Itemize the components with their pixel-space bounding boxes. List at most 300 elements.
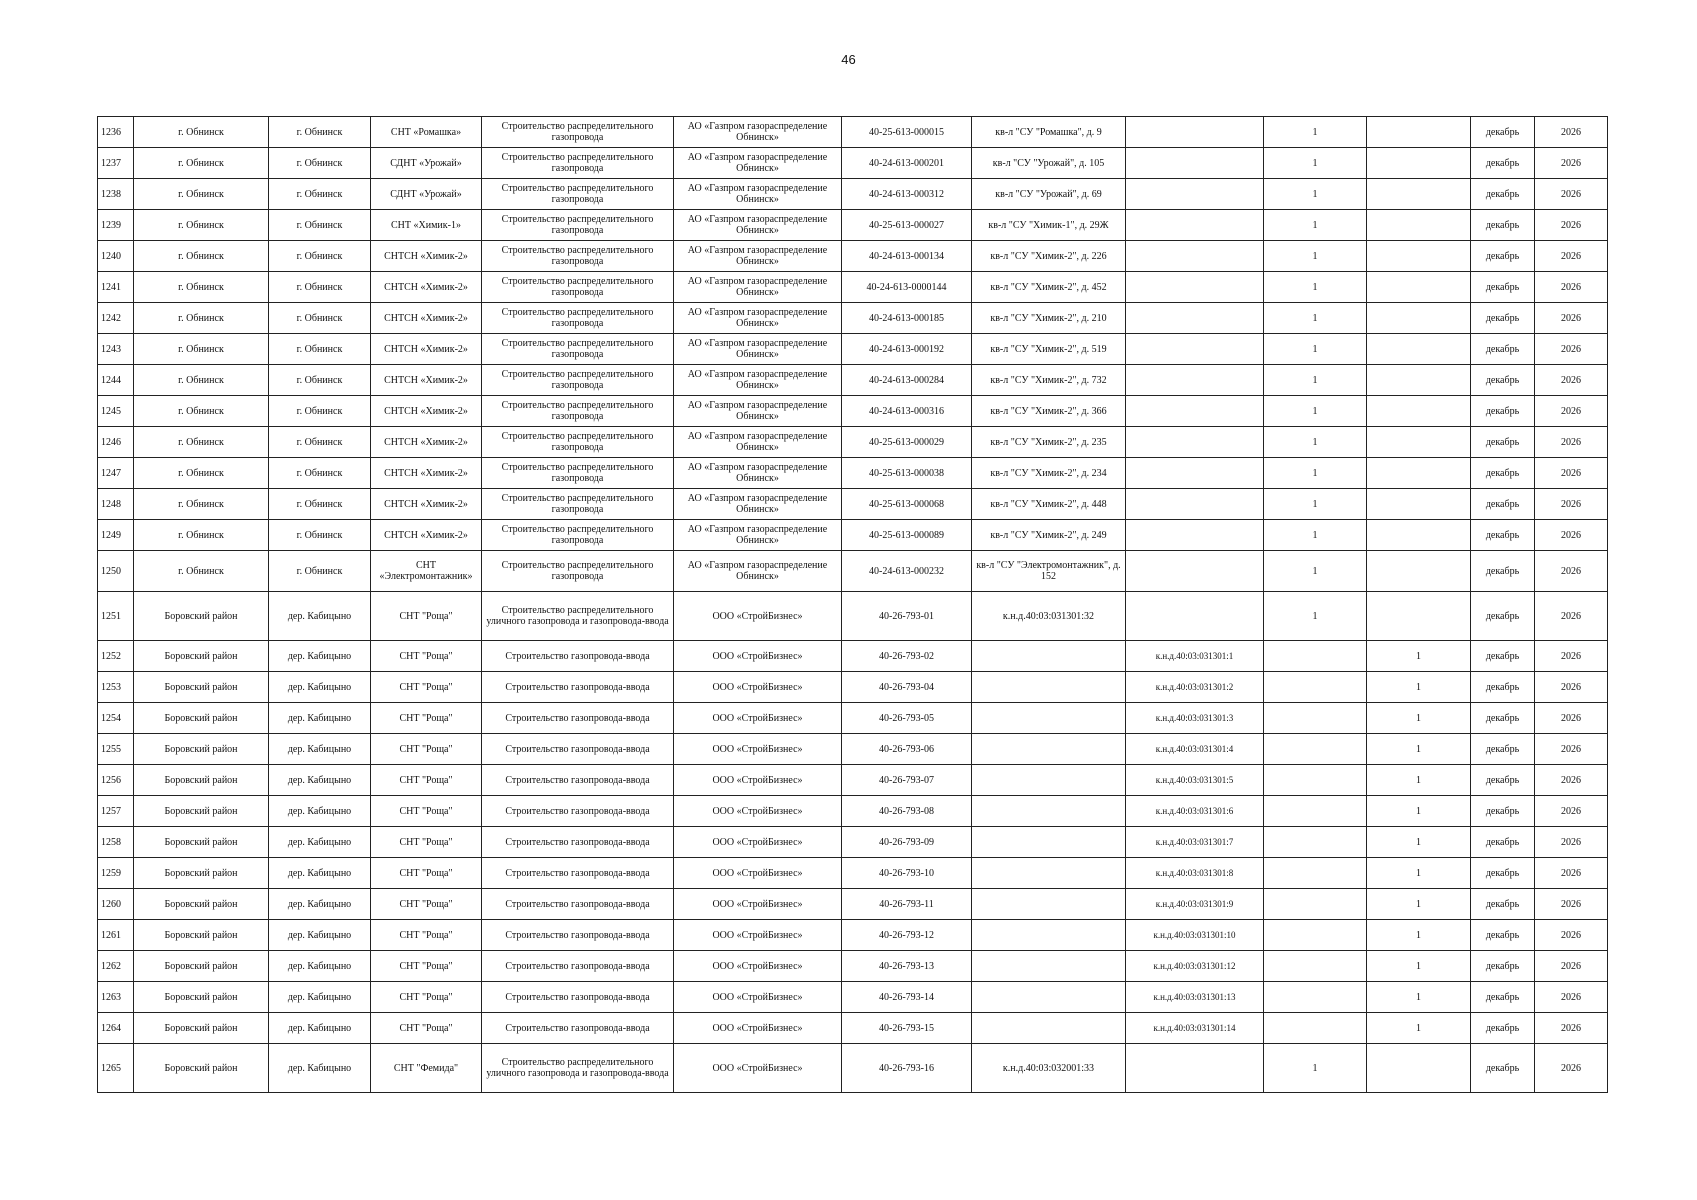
- partnership-cell: СНТ "Роща": [371, 951, 482, 982]
- object-code-cell: 40-26-793-12: [842, 920, 972, 951]
- locality-cell: дер. Кабицыно: [269, 703, 371, 734]
- year-cell: 2026: [1535, 858, 1608, 889]
- month-cell: декабрь: [1471, 592, 1535, 641]
- month-cell: декабрь: [1471, 148, 1535, 179]
- partnership-cell: СНТ "Роща": [371, 827, 482, 858]
- locality-cell: дер. Кабицыно: [269, 1013, 371, 1044]
- locality-cell: г. Обнинск: [269, 365, 371, 396]
- quantity-input-cell: 1: [1367, 703, 1471, 734]
- operator-cell: ООО «СтройБизнес»: [674, 592, 842, 641]
- quantity-cell: [1264, 734, 1367, 765]
- locality-cell: дер. Кабицыно: [269, 889, 371, 920]
- partnership-cell: СНТ "Роща": [371, 889, 482, 920]
- cadastral-number-cell: к.н.д.40:03:031301:12: [1126, 951, 1264, 982]
- address-cell: [972, 889, 1126, 920]
- month-cell: декабрь: [1471, 765, 1535, 796]
- object-code-cell: 40-26-793-16: [842, 1044, 972, 1093]
- partnership-cell: СНТСН «Химик-2»: [371, 272, 482, 303]
- address-cell: [972, 951, 1126, 982]
- quantity-cell: 1: [1264, 334, 1367, 365]
- month-cell: декабрь: [1471, 858, 1535, 889]
- month-cell: декабрь: [1471, 334, 1535, 365]
- district-cell: г. Обнинск: [134, 551, 269, 592]
- operator-cell: АО «Газпром газораспределение Обнинск»: [674, 148, 842, 179]
- object-code-cell: 40-26-793-04: [842, 672, 972, 703]
- work-type-cell: Строительство газопровода-ввода: [482, 703, 674, 734]
- year-cell: 2026: [1535, 827, 1608, 858]
- district-cell: Боровский район: [134, 592, 269, 641]
- table-row: [98, 765, 1608, 796]
- work-type-cell: Строительство газопровода-ввода: [482, 641, 674, 672]
- locality-cell: дер. Кабицыно: [269, 858, 371, 889]
- table-row: [98, 551, 1608, 592]
- table-row: [98, 889, 1608, 920]
- locality-cell: г. Обнинск: [269, 458, 371, 489]
- table-row: [98, 672, 1608, 703]
- locality-cell: г. Обнинск: [269, 427, 371, 458]
- object-code-cell: 40-26-793-13: [842, 951, 972, 982]
- cadastral-number-cell: [1126, 396, 1264, 427]
- locality-cell: г. Обнинск: [269, 551, 371, 592]
- quantity-cell: 1: [1264, 303, 1367, 334]
- row-number: 1252: [98, 641, 134, 672]
- address-cell: кв-л "СУ "Химик-2", д. 366: [972, 396, 1126, 427]
- row-number: 1243: [98, 334, 134, 365]
- year-cell: 2026: [1535, 210, 1608, 241]
- locality-cell: дер. Кабицыно: [269, 951, 371, 982]
- district-cell: г. Обнинск: [134, 365, 269, 396]
- cadastral-number-cell: к.н.д.40:03:031301:5: [1126, 765, 1264, 796]
- row-number: 1240: [98, 241, 134, 272]
- object-code-cell: 40-25-613-000029: [842, 427, 972, 458]
- cadastral-number-cell: к.н.д.40:03:031301:14: [1126, 1013, 1264, 1044]
- object-code-cell: 40-24-613-000312: [842, 179, 972, 210]
- object-code-cell: 40-26-793-15: [842, 1013, 972, 1044]
- table-row: [98, 592, 1608, 641]
- table-row: [98, 458, 1608, 489]
- address-cell: [972, 796, 1126, 827]
- locality-cell: г. Обнинск: [269, 148, 371, 179]
- object-code-cell: 40-24-613-000232: [842, 551, 972, 592]
- row-number: 1242: [98, 303, 134, 334]
- address-cell: кв-л "СУ "Электромонтажник", д. 152: [972, 551, 1126, 592]
- object-code-cell: 40-24-613-000134: [842, 241, 972, 272]
- quantity-cell: 1: [1264, 179, 1367, 210]
- work-type-cell: Строительство газопровода-ввода: [482, 1013, 674, 1044]
- locality-cell: дер. Кабицыно: [269, 827, 371, 858]
- district-cell: Боровский район: [134, 982, 269, 1013]
- cadastral-number-cell: [1126, 427, 1264, 458]
- district-cell: г. Обнинск: [134, 272, 269, 303]
- quantity-input-cell: [1367, 551, 1471, 592]
- work-type-cell: Строительство газопровода-ввода: [482, 796, 674, 827]
- cadastral-number-cell: [1126, 117, 1264, 148]
- table-row: [98, 241, 1608, 272]
- partnership-cell: СНТ "Роща": [371, 1013, 482, 1044]
- cadastral-number-cell: к.н.д.40:03:031301:6: [1126, 796, 1264, 827]
- object-code-cell: 40-24-613-000185: [842, 303, 972, 334]
- quantity-input-cell: 1: [1367, 889, 1471, 920]
- quantity-input-cell: [1367, 520, 1471, 551]
- work-type-cell: Строительство газопровода-ввода: [482, 672, 674, 703]
- district-cell: г. Обнинск: [134, 148, 269, 179]
- work-type-cell: Строительство распределительного уличного газопровода и газопровода-ввода: [482, 592, 674, 641]
- quantity-input-cell: [1367, 396, 1471, 427]
- table-row: [98, 272, 1608, 303]
- object-code-cell: 40-26-793-09: [842, 827, 972, 858]
- year-cell: 2026: [1535, 520, 1608, 551]
- partnership-cell: СНТ "Роща": [371, 858, 482, 889]
- work-type-cell: Строительство газопровода-ввода: [482, 951, 674, 982]
- year-cell: 2026: [1535, 703, 1608, 734]
- register-table: [97, 116, 1608, 1093]
- row-number: 1245: [98, 396, 134, 427]
- address-cell: [972, 827, 1126, 858]
- table-row: [98, 734, 1608, 765]
- quantity-input-cell: [1367, 241, 1471, 272]
- quantity-cell: 1: [1264, 427, 1367, 458]
- quantity-input-cell: 1: [1367, 920, 1471, 951]
- object-code-cell: 40-26-793-06: [842, 734, 972, 765]
- district-cell: Боровский район: [134, 1044, 269, 1093]
- operator-cell: ООО «СтройБизнес»: [674, 889, 842, 920]
- year-cell: 2026: [1535, 396, 1608, 427]
- object-code-cell: 40-24-613-000201: [842, 148, 972, 179]
- year-cell: 2026: [1535, 982, 1608, 1013]
- month-cell: декабрь: [1471, 982, 1535, 1013]
- work-type-cell: Строительство распределительного газопровода: [482, 520, 674, 551]
- month-cell: декабрь: [1471, 951, 1535, 982]
- cadastral-number-cell: к.н.д.40:03:031301:3: [1126, 703, 1264, 734]
- cadastral-number-cell: [1126, 210, 1264, 241]
- row-number: 1258: [98, 827, 134, 858]
- year-cell: 2026: [1535, 920, 1608, 951]
- object-code-cell: 40-25-613-000038: [842, 458, 972, 489]
- cadastral-number-cell: [1126, 303, 1264, 334]
- cadastral-number-cell: к.н.д.40:03:031301:1: [1126, 641, 1264, 672]
- object-code-cell: 40-26-793-08: [842, 796, 972, 827]
- district-cell: г. Обнинск: [134, 520, 269, 551]
- cadastral-number-cell: к.н.д.40:03:031301:4: [1126, 734, 1264, 765]
- district-cell: Боровский район: [134, 858, 269, 889]
- district-cell: г. Обнинск: [134, 458, 269, 489]
- locality-cell: дер. Кабицыно: [269, 765, 371, 796]
- work-type-cell: Строительство газопровода-ввода: [482, 920, 674, 951]
- locality-cell: г. Обнинск: [269, 334, 371, 365]
- table-row: [98, 210, 1608, 241]
- quantity-cell: [1264, 796, 1367, 827]
- object-code-cell: 40-26-793-05: [842, 703, 972, 734]
- quantity-input-cell: [1367, 334, 1471, 365]
- district-cell: Боровский район: [134, 951, 269, 982]
- address-cell: к.н.д.40:03:031301:32: [972, 592, 1126, 641]
- locality-cell: дер. Кабицыно: [269, 1044, 371, 1093]
- address-cell: к.н.д.40:03:032001:33: [972, 1044, 1126, 1093]
- address-cell: [972, 858, 1126, 889]
- row-number: 1250: [98, 551, 134, 592]
- partnership-cell: СНТСН «Химик-2»: [371, 520, 482, 551]
- quantity-cell: 1: [1264, 396, 1367, 427]
- cadastral-number-cell: к.н.д.40:03:031301:2: [1126, 672, 1264, 703]
- year-cell: 2026: [1535, 303, 1608, 334]
- district-cell: Боровский район: [134, 672, 269, 703]
- district-cell: Боровский район: [134, 703, 269, 734]
- address-cell: кв-л "СУ "Химик-2", д. 210: [972, 303, 1126, 334]
- table-row: [98, 489, 1608, 520]
- operator-cell: ООО «СтройБизнес»: [674, 1044, 842, 1093]
- operator-cell: АО «Газпром газораспределение Обнинск»: [674, 427, 842, 458]
- address-cell: кв-л "СУ "Ромашка", д. 9: [972, 117, 1126, 148]
- district-cell: г. Обнинск: [134, 117, 269, 148]
- operator-cell: АО «Газпром газораспределение Обнинск»: [674, 117, 842, 148]
- year-cell: 2026: [1535, 1044, 1608, 1093]
- quantity-cell: 1: [1264, 520, 1367, 551]
- row-number: 1239: [98, 210, 134, 241]
- row-number: 1257: [98, 796, 134, 827]
- quantity-cell: [1264, 765, 1367, 796]
- quantity-cell: [1264, 858, 1367, 889]
- operator-cell: АО «Газпром газораспределение Обнинск»: [674, 179, 842, 210]
- cadastral-number-cell: [1126, 489, 1264, 520]
- operator-cell: АО «Газпром газораспределение Обнинск»: [674, 520, 842, 551]
- work-type-cell: Строительство газопровода-ввода: [482, 765, 674, 796]
- work-type-cell: Строительство газопровода-ввода: [482, 889, 674, 920]
- district-cell: г. Обнинск: [134, 334, 269, 365]
- operator-cell: ООО «СтройБизнес»: [674, 734, 842, 765]
- quantity-cell: [1264, 703, 1367, 734]
- quantity-cell: [1264, 1013, 1367, 1044]
- district-cell: Боровский район: [134, 734, 269, 765]
- district-cell: г. Обнинск: [134, 303, 269, 334]
- district-cell: Боровский район: [134, 1013, 269, 1044]
- year-cell: 2026: [1535, 179, 1608, 210]
- district-cell: Боровский район: [134, 889, 269, 920]
- table-row: [98, 920, 1608, 951]
- work-type-cell: Строительство распределительного газопровода: [482, 551, 674, 592]
- month-cell: декабрь: [1471, 672, 1535, 703]
- year-cell: 2026: [1535, 641, 1608, 672]
- cadastral-number-cell: [1126, 334, 1264, 365]
- locality-cell: дер. Кабицыно: [269, 672, 371, 703]
- quantity-input-cell: 1: [1367, 765, 1471, 796]
- operator-cell: АО «Газпром газораспределение Обнинск»: [674, 303, 842, 334]
- quantity-cell: [1264, 982, 1367, 1013]
- year-cell: 2026: [1535, 765, 1608, 796]
- table-row: [98, 951, 1608, 982]
- district-cell: Боровский район: [134, 796, 269, 827]
- operator-cell: АО «Газпром газораспределение Обнинск»: [674, 458, 842, 489]
- address-cell: кв-л "СУ "Химик-2", д. 234: [972, 458, 1126, 489]
- month-cell: декабрь: [1471, 303, 1535, 334]
- partnership-cell: СНТ "Фемида": [371, 1044, 482, 1093]
- partnership-cell: СНТ "Роща": [371, 592, 482, 641]
- year-cell: 2026: [1535, 1013, 1608, 1044]
- operator-cell: ООО «СтройБизнес»: [674, 765, 842, 796]
- year-cell: 2026: [1535, 734, 1608, 765]
- month-cell: декабрь: [1471, 272, 1535, 303]
- district-cell: г. Обнинск: [134, 396, 269, 427]
- work-type-cell: Строительство распределительного газопровода: [482, 179, 674, 210]
- district-cell: г. Обнинск: [134, 210, 269, 241]
- operator-cell: ООО «СтройБизнес»: [674, 827, 842, 858]
- operator-cell: АО «Газпром газораспределение Обнинск»: [674, 551, 842, 592]
- table-row: [98, 427, 1608, 458]
- district-cell: г. Обнинск: [134, 241, 269, 272]
- table-row: [98, 396, 1608, 427]
- row-number: 1238: [98, 179, 134, 210]
- table-row: [98, 117, 1608, 148]
- table-row: [98, 303, 1608, 334]
- partnership-cell: СНТ «Электромонтажник»: [371, 551, 482, 592]
- object-code-cell: 40-26-793-10: [842, 858, 972, 889]
- quantity-input-cell: 1: [1367, 827, 1471, 858]
- cadastral-number-cell: [1126, 241, 1264, 272]
- row-number: 1248: [98, 489, 134, 520]
- cadastral-number-cell: [1126, 365, 1264, 396]
- district-cell: г. Обнинск: [134, 179, 269, 210]
- operator-cell: ООО «СтройБизнес»: [674, 796, 842, 827]
- quantity-input-cell: 1: [1367, 982, 1471, 1013]
- quantity-cell: 1: [1264, 241, 1367, 272]
- object-code-cell: 40-25-613-000068: [842, 489, 972, 520]
- month-cell: декабрь: [1471, 551, 1535, 592]
- locality-cell: г. Обнинск: [269, 179, 371, 210]
- month-cell: декабрь: [1471, 1044, 1535, 1093]
- district-cell: Боровский район: [134, 827, 269, 858]
- row-number: 1262: [98, 951, 134, 982]
- month-cell: декабрь: [1471, 179, 1535, 210]
- quantity-cell: 1: [1264, 148, 1367, 179]
- locality-cell: г. Обнинск: [269, 241, 371, 272]
- address-cell: [972, 703, 1126, 734]
- partnership-cell: СНТСН «Химик-2»: [371, 396, 482, 427]
- month-cell: декабрь: [1471, 396, 1535, 427]
- cadastral-number-cell: [1126, 179, 1264, 210]
- table-row: [98, 858, 1608, 889]
- year-cell: 2026: [1535, 592, 1608, 641]
- year-cell: 2026: [1535, 148, 1608, 179]
- partnership-cell: СНТ "Роща": [371, 703, 482, 734]
- operator-cell: АО «Газпром газораспределение Обнинск»: [674, 272, 842, 303]
- year-cell: 2026: [1535, 241, 1608, 272]
- address-cell: кв-л "СУ "Химик-2", д. 249: [972, 520, 1126, 551]
- operator-cell: ООО «СтройБизнес»: [674, 1013, 842, 1044]
- cadastral-number-cell: [1126, 1044, 1264, 1093]
- operator-cell: АО «Газпром газораспределение Обнинск»: [674, 334, 842, 365]
- cadastral-number-cell: [1126, 520, 1264, 551]
- district-cell: г. Обнинск: [134, 427, 269, 458]
- address-cell: кв-л "СУ "Химик-2", д. 732: [972, 365, 1126, 396]
- object-code-cell: 40-26-793-14: [842, 982, 972, 1013]
- month-cell: декабрь: [1471, 489, 1535, 520]
- cadastral-number-cell: к.н.д.40:03:031301:10: [1126, 920, 1264, 951]
- year-cell: 2026: [1535, 796, 1608, 827]
- partnership-cell: СНТСН «Химик-2»: [371, 427, 482, 458]
- partnership-cell: СДНТ «Урожай»: [371, 179, 482, 210]
- year-cell: 2026: [1535, 458, 1608, 489]
- table-row: [98, 365, 1608, 396]
- object-code-cell: 40-24-613-000284: [842, 365, 972, 396]
- quantity-cell: 1: [1264, 117, 1367, 148]
- operator-cell: ООО «СтройБизнес»: [674, 641, 842, 672]
- table-row: [98, 641, 1608, 672]
- partnership-cell: СНТСН «Химик-2»: [371, 489, 482, 520]
- quantity-cell: 1: [1264, 458, 1367, 489]
- quantity-input-cell: [1367, 365, 1471, 396]
- work-type-cell: Строительство распределительного газопровода: [482, 241, 674, 272]
- work-type-cell: Строительство газопровода-ввода: [482, 734, 674, 765]
- work-type-cell: Строительство распределительного газопровода: [482, 427, 674, 458]
- table-row: [98, 334, 1608, 365]
- operator-cell: ООО «СтройБизнес»: [674, 982, 842, 1013]
- locality-cell: г. Обнинск: [269, 303, 371, 334]
- operator-cell: ООО «СтройБизнес»: [674, 951, 842, 982]
- quantity-cell: 1: [1264, 365, 1367, 396]
- quantity-input-cell: [1367, 1044, 1471, 1093]
- quantity-input-cell: [1367, 458, 1471, 489]
- partnership-cell: СНТ "Роща": [371, 672, 482, 703]
- row-number: 1265: [98, 1044, 134, 1093]
- table-row: [98, 179, 1608, 210]
- cadastral-number-cell: [1126, 148, 1264, 179]
- month-cell: декабрь: [1471, 920, 1535, 951]
- month-cell: декабрь: [1471, 889, 1535, 920]
- month-cell: декабрь: [1471, 210, 1535, 241]
- partnership-cell: СНТ «Ромашка»: [371, 117, 482, 148]
- work-type-cell: Строительство распределительного газопровода: [482, 334, 674, 365]
- month-cell: декабрь: [1471, 365, 1535, 396]
- row-number: 1244: [98, 365, 134, 396]
- quantity-cell: 1: [1264, 1044, 1367, 1093]
- quantity-input-cell: [1367, 210, 1471, 241]
- partnership-cell: СНТ "Роща": [371, 641, 482, 672]
- register-table-body: [98, 117, 1608, 1093]
- work-type-cell: Строительство распределительного газопровода: [482, 117, 674, 148]
- quantity-input-cell: 1: [1367, 641, 1471, 672]
- row-number: 1259: [98, 858, 134, 889]
- month-cell: декабрь: [1471, 641, 1535, 672]
- cadastral-number-cell: [1126, 458, 1264, 489]
- locality-cell: дер. Кабицыно: [269, 641, 371, 672]
- table-row: [98, 827, 1608, 858]
- locality-cell: дер. Кабицыно: [269, 920, 371, 951]
- year-cell: 2026: [1535, 551, 1608, 592]
- quantity-cell: [1264, 827, 1367, 858]
- address-cell: [972, 982, 1126, 1013]
- work-type-cell: Строительство распределительного газопровода: [482, 303, 674, 334]
- address-cell: кв-л "СУ "Урожай", д. 105: [972, 148, 1126, 179]
- cadastral-number-cell: к.н.д.40:03:031301:9: [1126, 889, 1264, 920]
- quantity-input-cell: 1: [1367, 796, 1471, 827]
- row-number: 1264: [98, 1013, 134, 1044]
- cadastral-number-cell: [1126, 272, 1264, 303]
- table-row: [98, 520, 1608, 551]
- work-type-cell: Строительство распределительного газопровода: [482, 396, 674, 427]
- quantity-input-cell: 1: [1367, 858, 1471, 889]
- row-number: 1241: [98, 272, 134, 303]
- work-type-cell: Строительство газопровода-ввода: [482, 827, 674, 858]
- quantity-cell: 1: [1264, 592, 1367, 641]
- row-number: 1263: [98, 982, 134, 1013]
- row-number: 1246: [98, 427, 134, 458]
- work-type-cell: Строительство распределительного уличного газопровода и газопровода-ввода: [482, 1044, 674, 1093]
- partnership-cell: СНТ "Роща": [371, 765, 482, 796]
- object-code-cell: 40-26-793-01: [842, 592, 972, 641]
- address-cell: кв-л "СУ "Химик-2", д. 452: [972, 272, 1126, 303]
- object-code-cell: 40-25-613-000089: [842, 520, 972, 551]
- quantity-cell: [1264, 920, 1367, 951]
- row-number: 1254: [98, 703, 134, 734]
